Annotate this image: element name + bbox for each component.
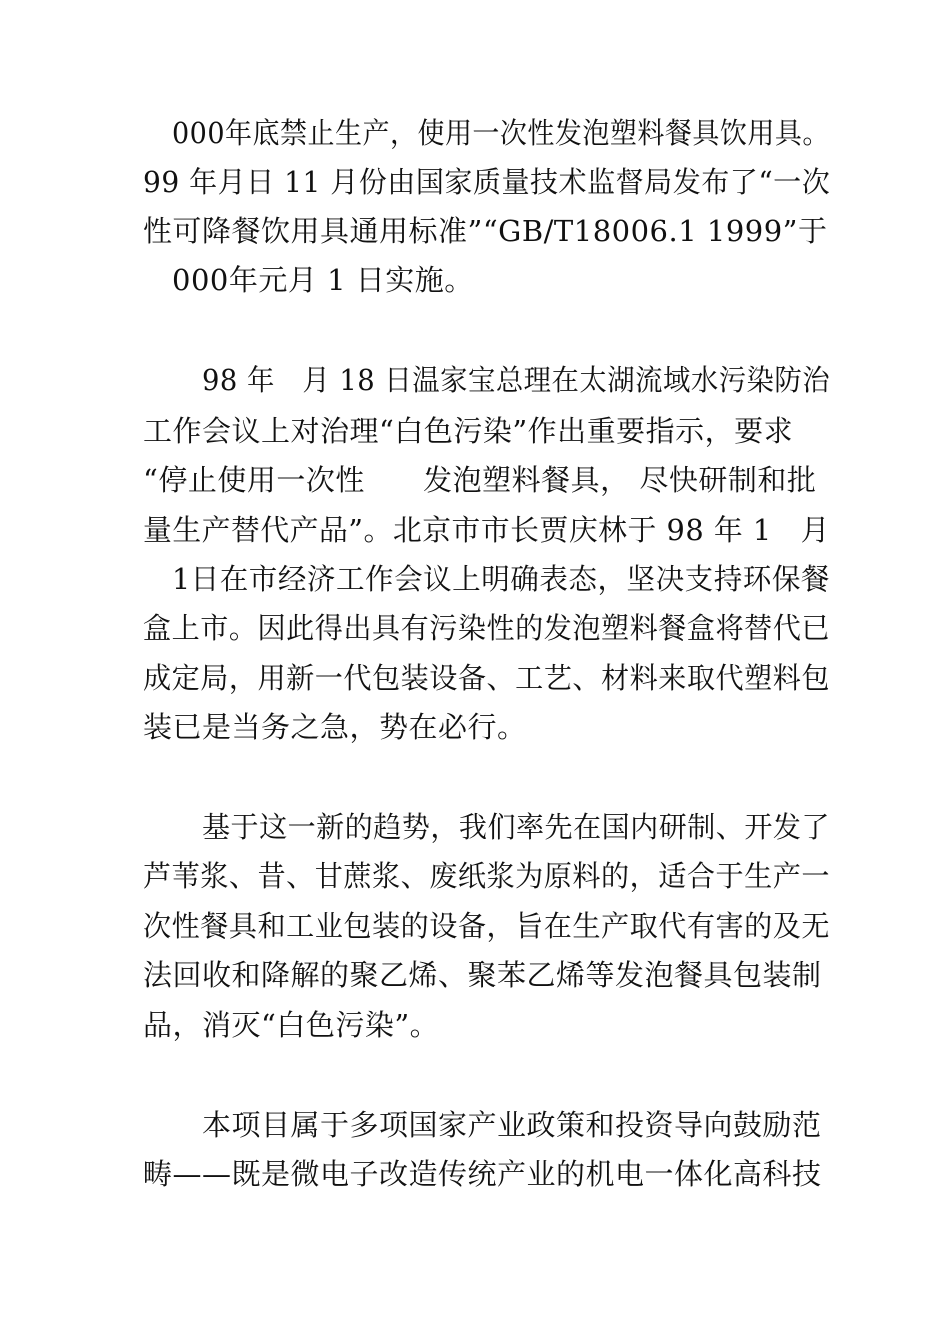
text-line: 盒上市。因此得出具有污染性的发泡塑料餐盒将替代已 <box>143 611 830 645</box>
text-line: 000年元月 1 日实施。 <box>172 263 474 297</box>
text-line: 99 年月日 11 月份由国家质量技术监督局发布了“一次 <box>143 165 831 199</box>
text-line: “停止使用一次性 发泡塑料餐具， 尽快研制和批 <box>143 463 817 497</box>
text-line: 品，消灭“白色污染”。 <box>143 1008 440 1042</box>
text-line: 工作会议上对治理“白色污染”作出重要指示，要求 <box>143 414 794 448</box>
text-line: 1日在市经济工作会议上明确表态，坚决支持环保餐 <box>172 562 830 596</box>
text-line: 成定局，用新一代包装设备、工艺、材料来取代塑料包 <box>143 661 830 695</box>
text-line: 畴——既是微电子改造传统产业的机电一体化高科技 <box>143 1157 822 1191</box>
text-line: 量生产替代产品”。北京市市长贾庆林于 98 年 1 月 <box>143 513 830 547</box>
text-line: 本项目属于多项国家产业政策和投资导向鼓励范 <box>202 1108 822 1142</box>
text-line: 性可降餐饮用具通用标准”“GB/T18006.1 1999”于 <box>143 214 828 248</box>
text-line: 次性餐具和工业包装的设备，旨在生产取代有害的及无 <box>143 909 830 943</box>
text-line: 芦苇浆、昔、甘蔗浆、废纸浆为原料的，适合于生产一 <box>143 859 830 893</box>
text-line: 法回收和降解的聚乙烯、聚苯乙烯等发泡餐具包装制 <box>143 958 822 992</box>
text-line: 98 年 月 18 日温家宝总理在太湖流域水污染防治 <box>202 363 831 397</box>
text-line: 000年底禁止生产，使用一次性发泡塑料餐具饮用具。 <box>172 116 830 150</box>
text-line: 装已是当务之急，势在必行。 <box>143 710 527 744</box>
text-line: 基于这一新的趋势，我们率先在国内研制、开发了 <box>202 810 830 844</box>
